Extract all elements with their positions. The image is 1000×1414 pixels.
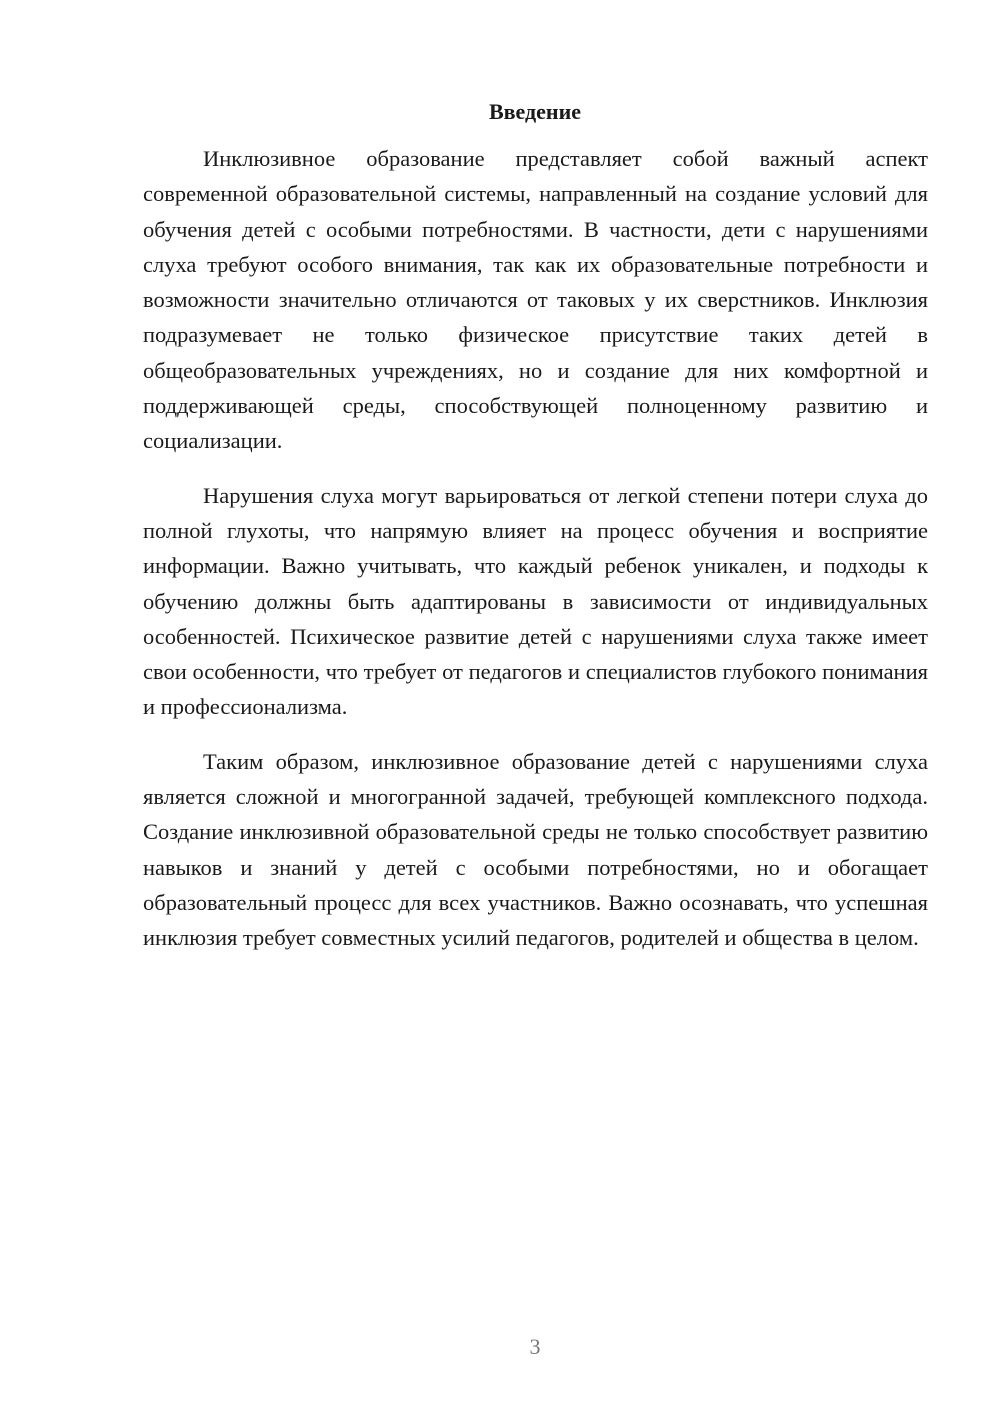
paragraph-2: Нарушения слуха могут варьироваться от легкой степени потери слуха до полной глухоты, что напрямую влияет на процесс обучения и восприятие информации. Важно учитывать, что каждый ребенок уникален, и подходы к обучению должны быть адаптированы в зависимости от индивидуальных особенностей. Психическое развитие детей с нарушениями слуха также имеет свои особенности, что требует от педагогов и специалистов глубокого понимания и профессионализма. bbox=[143, 482, 928, 720]
paragraph-3: Таким образом, инклюзивное образование детей с нарушениями слуха является сложной и многогранной задачей, требующей комплексного подхода. Создание инклюзивной образовательной среды не только способствует развитию навыков и знаний у детей с особыми потребностями, но и обогащает образовательный процесс для всех участников. Важно осознавать, что успешная инклюзия требует совместных усилий педагогов, родителей и общества в целом. bbox=[143, 748, 928, 951]
page-number: 3 bbox=[529, 1334, 541, 1359]
section-heading: Введение bbox=[488, 99, 582, 124]
body-text bbox=[143, 141, 928, 975]
paragraph-1: Инклюзивное образование представляет собой важный аспект современной образовательной системы, направленный на создание условий для обучения детей с особыми потребностями. В частности, дети с нарушениями слуха требуют особого внимания, так как их образовательные потребности и возможности значительно отличаются от таковых у их сверстников. Инклюзия подразумевает не только физическое присутствие таких детей в общеобразовательных учреждениях, но и создание для них комфортной и поддерживающей среды, способствующей полноценному развитию и социализации. bbox=[143, 146, 928, 454]
